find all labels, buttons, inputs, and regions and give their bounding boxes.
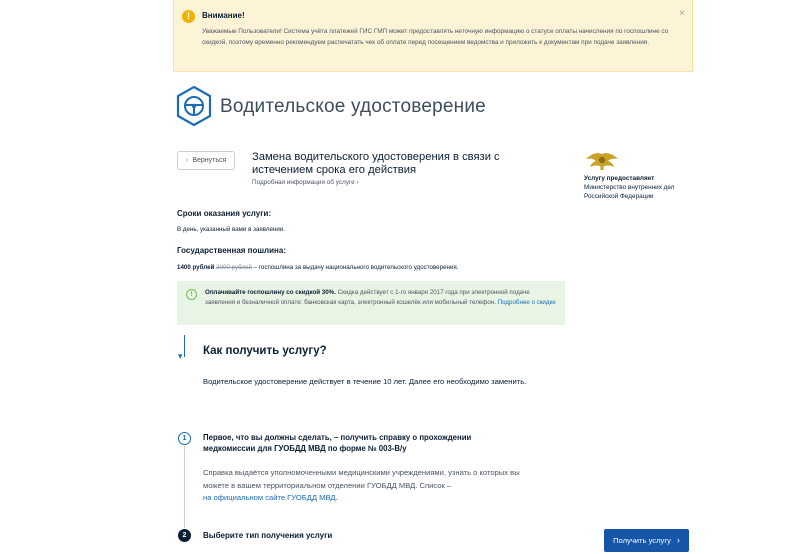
divider-line [184, 335, 185, 357]
steering-wheel-icon [176, 86, 212, 126]
discount-bold: Оплачивайте госпошлину со скидкой 30%. [205, 289, 336, 296]
discount-text [205, 288, 560, 309]
back-button-label: Вернуться [192, 157, 227, 164]
back-button[interactable] [177, 151, 235, 170]
arrow-down-icon: ▾ [178, 351, 183, 361]
step-number: 1 [178, 432, 191, 445]
step-connector [184, 446, 185, 528]
discount-link[interactable]: Подробнее о скидке [497, 299, 556, 307]
step-title: Первое, что вы должны сделать, – получить справку о прохождении медкомиссии для ГУОБДД МВД по форме № 003-В/у [203, 433, 472, 454]
alert-title: Внимание! [202, 11, 245, 20]
discount-body: Скидка действует с 1-го января 2017 года при электронной подаче заявления и безналичной оплате: банковская карта, электронный кошелёк или мобильный телефон. [205, 289, 530, 307]
exclamation-icon: ! [182, 10, 195, 23]
mvd-emblem-icon [584, 150, 620, 172]
step-text [203, 467, 523, 505]
exclamation-icon: ! [186, 289, 197, 300]
chevron-left-icon: ‹ [186, 157, 189, 164]
service-more-link[interactable] [252, 179, 359, 186]
fee-line [177, 264, 458, 271]
service-more-label: Подробная информация об услуге [252, 179, 355, 186]
fee-heading: Государственная пошлина: [177, 246, 286, 255]
alert-banner [173, 0, 693, 72]
step-title: Выберите тип получения услуги [203, 531, 333, 540]
howto-text: Водительское удостоверение действует в течение 10 лет. Далее его необходимо заменить. [203, 377, 527, 386]
fee-old-price: 2000 рублей [216, 264, 252, 271]
get-service-button[interactable] [604, 529, 689, 552]
service-title: Замена водительского удостоверения в связи с истечением срока его действия [252, 151, 500, 176]
fee-price: 1400 рублей [177, 264, 215, 271]
provider-name: Министерство внутренних дел Российской Федерации [584, 184, 675, 200]
discount-notice [177, 281, 565, 325]
chevron-right-icon: › [676, 535, 680, 545]
gibdd-site-link[interactable]: на официальном сайте ГУОБДД МВД. [203, 493, 338, 503]
close-icon[interactable]: × [679, 8, 685, 19]
terms-heading: Сроки оказания услуги: [177, 209, 272, 218]
alert-text: Уважаемые Пользователи! Система учёта платежей ГИС ГМП может предоставлять неточную информацию о статусе оплаты начисления по госпошлине со скидкой, поэтому временно рекомендуем распечатать чек об оплате перед посещением ведомства и приложить к документам при подаче заявления. [202, 28, 669, 46]
fee-description: – госпошлина за выдачу национального водительского удостоверения. [253, 264, 459, 271]
provider-label: Услугу предоставляет [584, 175, 655, 182]
step-number: 2 [178, 529, 191, 542]
chevron-right-icon: › [356, 179, 359, 186]
get-service-label: Получить услугу [613, 536, 671, 545]
page-title: Водительское удостоверение [220, 96, 486, 117]
howto-title: Как получить услугу? [203, 345, 327, 357]
terms-text: В день, указанный вами в заявлении. [177, 226, 285, 233]
step-text-body: Справка выдаётся уполномоченными медицинскими учреждениями, узнать о которых вы можете в вашем территориальном отделении ГУОБДД МВД. Список – [203, 468, 520, 490]
